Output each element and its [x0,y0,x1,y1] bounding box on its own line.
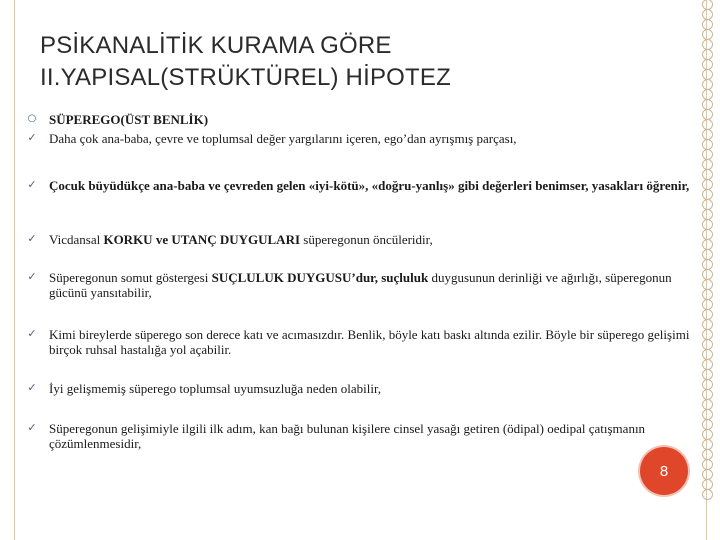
list-item [25,232,690,247]
title-line-2: II.YAPISAL(STRÜKTÜREL) HİPOTEZ [40,64,451,91]
list-item [25,421,690,451]
text-segment: Çocuk büyüdükçe ana-baba ve çevreden gelen «iyi-kötü», «doğru-yanlış» gibi değerleri benimser, yasakları öğrenir, [49,178,690,193]
list-item-text [49,112,690,127]
text-segment: Kimi bireylerde süperego son derece katı ve acımasızdır. Benlik, böyle katı baskı altında ezilir. Böyle bir süperego gelişimi birçok ruhsal hastalığa yol açabilir. [49,327,690,357]
decorative-chain [700,0,714,540]
circle-bullet-icon: ○ [27,113,37,124]
checkmark-bullet-icon: ✓ [27,131,37,144]
checkmark-bullet-icon: ✓ [27,270,37,283]
list-item [25,381,690,396]
text-segment: Vicdansal [49,232,104,247]
title-line-1: PSİKANALİTİK KURAMA GÖRE [40,32,392,59]
list-item [25,327,690,357]
text-segment: Daha çok ana-baba, çevre ve toplumsal değer yargılarını içeren, ego’dan ayrışmış parçası, [49,131,517,146]
text-segment: SÜPEREGO(ÜST BENLİK) [49,112,209,127]
checkmark-bullet-icon: ✓ [27,381,37,394]
list-item-text [49,178,690,193]
text-segment: İyi gelişmemiş süperego toplumsal uyumsuzluğa neden olabilir, [49,381,382,396]
list-item [25,112,690,127]
text-segment: süperegonun öncüleridir, [300,232,433,247]
list-item [25,178,690,193]
list-item [25,131,690,146]
list-item [25,270,690,300]
checkmark-bullet-icon: ✓ [27,178,37,191]
slide-title [40,30,451,94]
list-item-text [49,421,690,451]
list-item-text [49,381,690,396]
text-segment: Süperegonun gelişimiyle ilgili ilk adım, kan bağı bulunan kişilere cinsel yasağı getiren (ödipal) oedipal çatışmanın çözümlenmesidir, [49,421,646,451]
list-item-text [49,131,690,146]
text-segment: KORKU ve UTANÇ DUYGULARI [103,232,301,247]
list-item-text [49,232,690,247]
text-segment: SUÇLULUK DUYGUSU’dur, suçluluk [211,270,429,285]
list-item-text [49,270,690,300]
checkmark-bullet-icon: ✓ [27,421,37,434]
list-item-text [49,327,690,357]
checkmark-bullet-icon: ✓ [27,232,37,245]
left-border-line [14,0,15,540]
text-segment: Süperegonun somut göstergesi [49,270,212,285]
checkmark-bullet-icon: ✓ [27,327,37,340]
page-number-badge: 8 [640,447,688,495]
text-segment: duygusunun derinliği ve ağırlığı, süperegonun gücünü yansıtabilir, [49,270,672,300]
chain-ring [702,489,713,500]
